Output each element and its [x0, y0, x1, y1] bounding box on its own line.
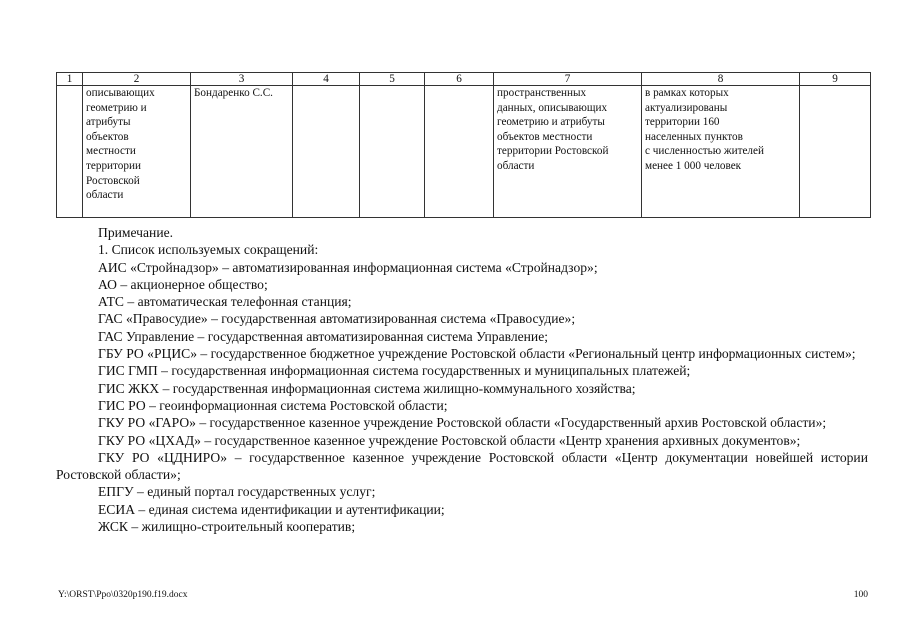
- cell-text-line: с численностью жителей: [645, 145, 764, 158]
- abbreviation-item: ГАС Управление – государственная автоматизированная система Управление;: [98, 328, 549, 344]
- file-path: Y:\ORST\Ppo\0320p190.f19.docx: [58, 590, 188, 600]
- table-cell: [83, 86, 191, 218]
- abbreviation-item: ГАС «Правосудие» – государственная автоматизированная система «Правосудие»;: [98, 311, 576, 327]
- column-number: 2: [83, 73, 191, 86]
- cell-text-line: местности: [86, 145, 136, 158]
- cell-text-line: данных, описывающих: [497, 101, 608, 114]
- cell-text-line: менее 1 000 человек: [645, 159, 742, 172]
- abbreviation-item: ГИС ГМП – государственная информационная система государственных и муниципальных платежей;: [98, 363, 691, 379]
- abbreviation-item: ГКУ РО «ЦДНИРО» – государственное казенное учреждение Ростовской области «Центр документации новейшей истории Ростовской области»;: [56, 449, 868, 483]
- cell-text-line: объектов: [86, 130, 129, 143]
- page-number: 100: [853, 590, 868, 600]
- abbreviation-item: ГИС ЖКХ – государственная информационная система жилищно-коммунального хозяйства;: [98, 380, 636, 396]
- cell-text-line: в рамках которых: [645, 87, 729, 99]
- table-cell: [494, 86, 642, 218]
- cell-text-line: Ростовской: [86, 174, 140, 187]
- abbreviations-list: [56, 259, 868, 536]
- table-cell: [57, 86, 83, 218]
- abbreviation-item: ЕСИА – единая система идентификации и аутентификации;: [98, 501, 445, 517]
- cell-text-line: области: [86, 189, 124, 202]
- abbreviation-item: АИС «Стройнадзор» – автоматизированная информационная система «Стройнадзор»;: [98, 259, 598, 275]
- data-table: [56, 72, 871, 218]
- cell-text-line: атрибуты: [86, 116, 131, 129]
- column-number: 1: [57, 73, 83, 86]
- cell-text-line: геометрию и атрибуты: [497, 116, 605, 129]
- column-number: 5: [360, 73, 425, 86]
- notes-section: [56, 224, 868, 535]
- cell-text-line: территории: [86, 159, 141, 172]
- table-header-row: [57, 73, 871, 86]
- table-row: [57, 86, 871, 218]
- column-number: 3: [191, 73, 293, 86]
- abbreviation-item: ГКУ РО «ЦХАД» – государственное казенное учреждение Ростовской области «Центр хранения архивных документов»;: [98, 432, 801, 448]
- cell-text-line: актуализированы: [645, 101, 728, 114]
- abbreviation-item: ЖСК – жилищно-строительный кооператив;: [98, 519, 356, 535]
- table-cell: [293, 86, 360, 218]
- cell-text-line: Бондаренко С.С.: [194, 87, 273, 99]
- abbreviation-item: ЕПГУ – единый портал государственных услуг;: [98, 484, 376, 500]
- table-cell: [425, 86, 494, 218]
- cell-text-line: области: [497, 159, 535, 172]
- page-footer: [58, 590, 868, 600]
- column-number: 9: [800, 73, 871, 86]
- cell-text-line: геометрию и: [86, 101, 147, 114]
- cell-text-line: описывающих: [86, 87, 155, 99]
- abbreviation-item: АТС – автоматическая телефонная станция;: [98, 294, 352, 310]
- abbreviations-heading: 1. Список используемых сокращений:: [98, 242, 319, 258]
- cell-text-line: объектов местности: [497, 130, 593, 143]
- column-number: 8: [642, 73, 800, 86]
- abbreviation-item: АО – акционерное общество;: [98, 276, 268, 292]
- table-cell: [360, 86, 425, 218]
- abbreviation-item: ГБУ РО «РЦИС» – государственное бюджетное учреждение Ростовской области «Региональный центр информационных систем»;: [98, 346, 856, 362]
- cell-text-line: населенных пунктов: [645, 130, 743, 143]
- abbreviation-item: ГИС РО – геоинформационная система Ростовской области;: [98, 397, 448, 413]
- table-cell: [800, 86, 871, 218]
- column-number: 7: [494, 73, 642, 86]
- notes-title: Примечание.: [98, 225, 174, 240]
- table-cell: [191, 86, 293, 218]
- cell-text-line: территории Ростовской: [497, 145, 609, 158]
- column-number: 4: [293, 73, 360, 86]
- cell-text-line: территории 160: [645, 116, 720, 129]
- cell-text-line: пространственных: [497, 87, 587, 99]
- column-number: 6: [425, 73, 494, 86]
- table-cell: [642, 86, 800, 218]
- abbreviation-item: ГКУ РО «ГАРО» – государственное казенное учреждение Ростовской области «Государственный архив Ростовской области»;: [98, 415, 827, 431]
